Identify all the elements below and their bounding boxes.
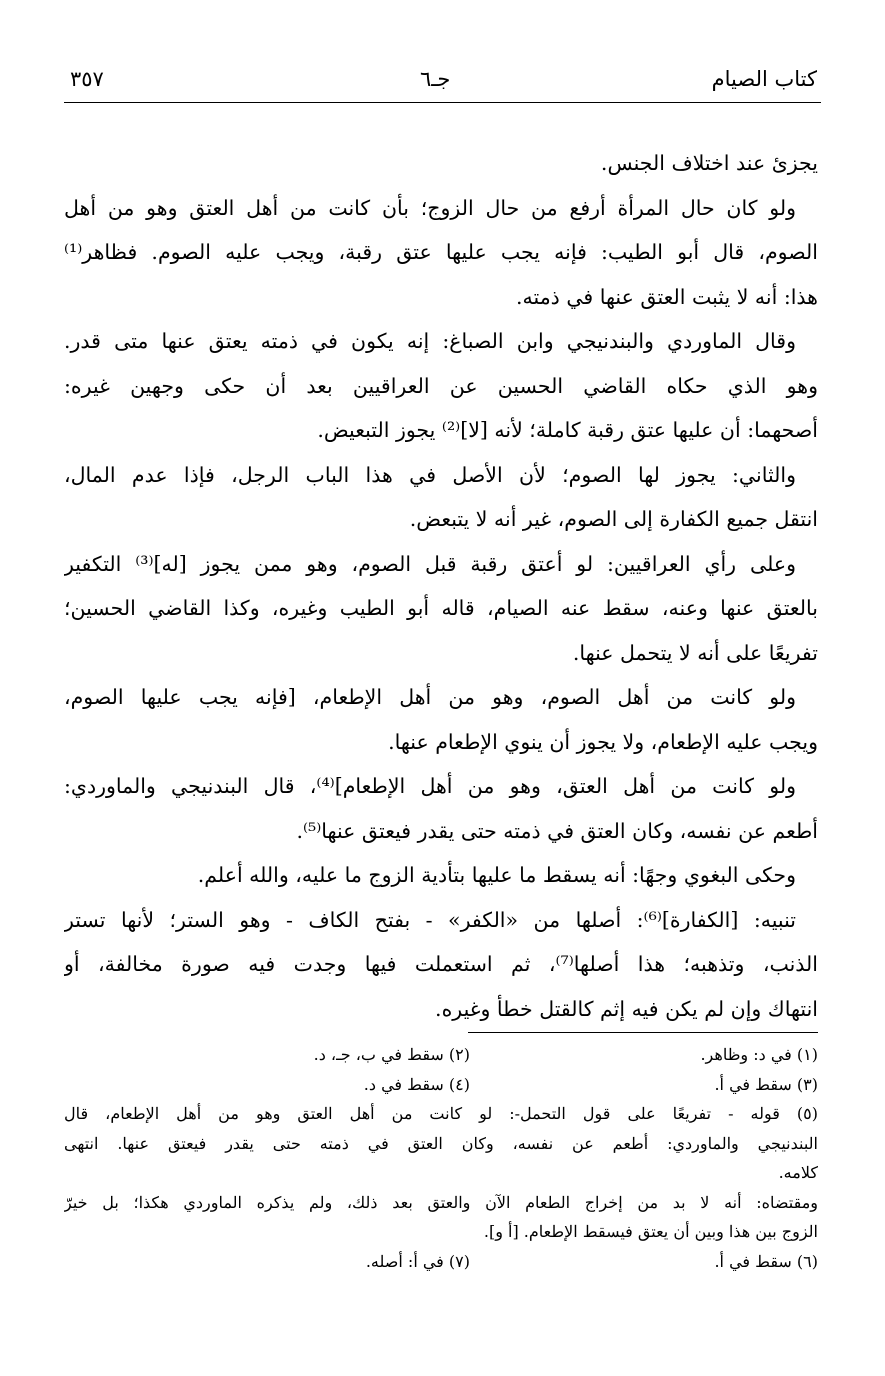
footnote-row bbox=[64, 1247, 818, 1277]
text-line: وحكى البغوي وجهًا: أنه يسقط ما عليها بتأدية الزوج ما عليه، والله أعلم. bbox=[197, 863, 796, 887]
footnote-row bbox=[64, 1070, 818, 1100]
text-line: ولو كان حال المرأة أرفع من حال الزوج؛ بأن كانت من أهل العتق وهو من أهل bbox=[64, 195, 796, 220]
footnote-5-line: ومقتضاه: أنه لا بد من إخراج الطعام الآن والعتق بعد ذلك، ولم يذكره الماوردي هكذا؛ بل خيرّ bbox=[64, 1192, 818, 1212]
text-line: وعلى رأي العراقيين: لو أعتق رقبة قبل الصوم، وهو ممن يجوز [له]⁽³⁾ التكفير bbox=[64, 551, 796, 576]
text-line: تفريعًا على أنه لا يتحمل عنها. bbox=[572, 640, 818, 665]
header-divider bbox=[64, 102, 821, 103]
footnote-4: (٤) سقط في د. bbox=[363, 1074, 470, 1094]
footnotes bbox=[64, 1040, 818, 1276]
page-number: ٣٥٧ bbox=[70, 67, 104, 91]
footnote-5-line: كلامه. bbox=[778, 1163, 818, 1182]
footnote-row bbox=[64, 1040, 818, 1070]
text-line: أطعم عن نفسه، وكان العتق في ذمته حتى يقدر فيعتق عنها⁽⁵⁾. bbox=[296, 818, 818, 843]
running-header-title: كتاب الصيام bbox=[711, 67, 817, 91]
text-line: انتهاك وإن لم يكن فيه إثم كالقتل خطأ وغيره. bbox=[435, 996, 818, 1021]
text-line: ويجب عليه الإطعام، ولا يجوز أن ينوي الإطعام عنها. bbox=[388, 729, 818, 754]
text-line: وهو الذي حكاه القاضي الحسين عن العراقيين بعد أن حكى وجهين غيره: bbox=[64, 373, 818, 398]
text-line: الذنب، وتذهبه؛ هذا أصلها⁽⁷⁾، ثم استعملت فيها وجدت فيه صورة مخالفة، أو bbox=[64, 952, 818, 976]
text-line: يجزئ عند اختلاف الجنس. bbox=[600, 151, 818, 175]
footnote-5-line: (٥) قوله - تفريعًا على قول التحمل-: لو كانت من أهل العتق وهو من أهل الإطعام، قال bbox=[64, 1104, 818, 1123]
footnote-6: (٦) سقط في أ. bbox=[714, 1251, 818, 1271]
footnote-3: (٣) سقط في أ. bbox=[714, 1074, 818, 1094]
footnote-7: (٧) في أ: أصله. bbox=[365, 1251, 470, 1271]
text-line: تنبيه: [الكفارة]⁽⁶⁾: أصلها من «الكفر» - بفتح الكاف - وهو الستر؛ لأنها تستر bbox=[64, 907, 796, 932]
footnote-5-line: البندنيجي والماوردي: أطعم عن نفسه، وكان العتق في ذمته حتى يقدر فيعتق عنها. انتهى bbox=[64, 1133, 818, 1153]
footnote-2: (٢) سقط في ب، جـ، د. bbox=[313, 1045, 470, 1064]
text-line: ولو كانت من أهل الصوم، وهو من أهل الإطعام، [فإنه يجب عليها الصوم، bbox=[64, 685, 796, 709]
text-line: وقال الماوردي والبندنيجي وابن الصباغ: إنه يكون في ذمته يعتق عنها متى قدر. bbox=[64, 329, 796, 353]
text-line: ولو كانت من أهل العتق، وهو من أهل الإطعام]⁽⁴⁾، قال البندنيجي والماوردي: bbox=[64, 774, 796, 798]
footnote-1: (١) في د: وظاهر. bbox=[700, 1045, 818, 1064]
footnote-5-line: الزوج بين هذا وبين أن يعتق فيسقط الإطعام. [أ و]. bbox=[483, 1222, 818, 1241]
text-line: الصوم، قال أبو الطيب: فإنه يجب عليها عتق رقبة، ويجب عليه الصوم. فظاهر⁽¹⁾ bbox=[64, 240, 818, 264]
text-line: هذا: أنه لا يثبت العتق عنها في ذمته. bbox=[516, 284, 818, 309]
text-line: بالعتق عنها وعنه، سقط عنه الصيام، قاله أبو الطيب وغيره، وكذا القاضي الحسين؛ bbox=[64, 596, 818, 620]
footnote-divider bbox=[468, 1032, 818, 1033]
volume-label: جـ٦ bbox=[420, 67, 451, 91]
main-text bbox=[64, 141, 818, 1031]
text-line: أصحهما: أن عليها عتق رقبة كاملة؛ لأنه [لا]⁽²⁾ يجوز التبعيض. bbox=[317, 418, 818, 442]
text-line: والثاني: يجوز لها الصوم؛ لأن الأصل في هذا الباب الرجل، فإذا عدم المال، bbox=[64, 462, 796, 487]
text-line: انتقل جميع الكفارة إلى الصوم، غير أنه لا يتبعض. bbox=[409, 507, 818, 531]
